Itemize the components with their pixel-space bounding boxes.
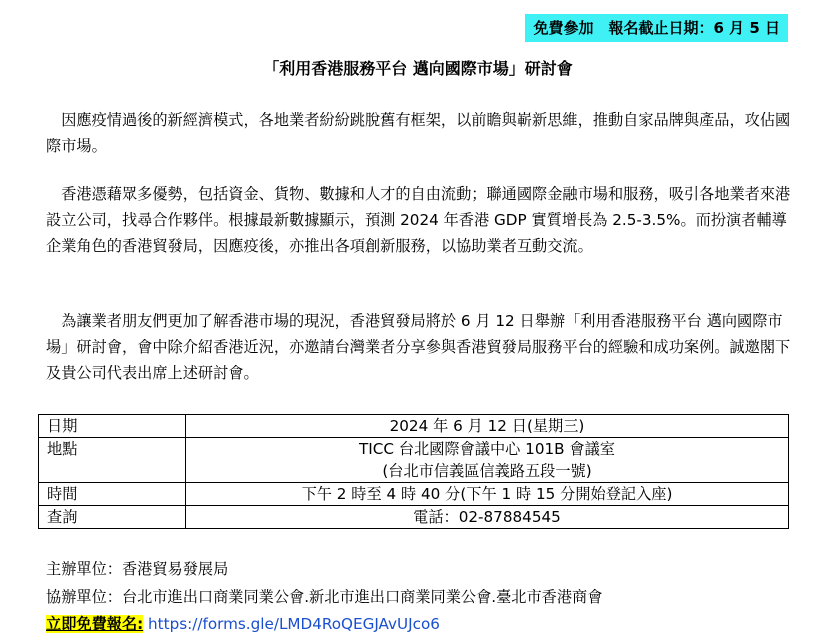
- place-label: 地點: [39, 438, 186, 483]
- intro-paragraph-1: [46, 107, 791, 159]
- register-line: [46, 613, 440, 634]
- inquiry-label: 查詢: [39, 506, 186, 529]
- seminar-title: 「利用香港服務平台 邁向國際市場」研討會: [263, 59, 573, 78]
- register-label: 立即免費報名:: [46, 615, 144, 633]
- co-organizer-line: 協辦單位：台北市進出口商業同業公會.新北市進出口商業同業公會.臺北市香港商會: [46, 588, 603, 606]
- event-info-table: [38, 414, 789, 529]
- table-row-date: [39, 415, 789, 438]
- organizer-line: 主辦單位：香港貿易發展局: [46, 560, 229, 578]
- register-link[interactable]: https://forms.gle/LMD4RoQEGJAvUJco6: [148, 615, 440, 633]
- time-label: 時間: [39, 483, 186, 506]
- intro-paragraph-1-text: 因應疫情過後的新經濟模式，各地業者紛紛跳脫舊有框架，以前瞻與嶄新思維，推動自家品牌與產品，攻佔國際市場。: [46, 111, 791, 155]
- free-deadline-badge: 免費參加 報名截止日期：6 月 5 日: [525, 14, 788, 42]
- date-label: 日期: [39, 415, 186, 438]
- place-venue: TICC 台北國際會議中心 101B 會議室: [359, 440, 615, 458]
- table-row-inquiry: [39, 506, 789, 529]
- date-value: 2024 年 6 月 12 日(星期三): [186, 415, 789, 438]
- table-row-place: [39, 438, 789, 483]
- time-value: 下午 2 時至 4 時 40 分(下午 1 時 15 分開始登記入座): [186, 483, 789, 506]
- intro-paragraph-2: [46, 181, 791, 259]
- place-value: [186, 438, 789, 483]
- inquiry-value: 電話：02-87884545: [186, 506, 789, 529]
- table-row-time: [39, 483, 789, 506]
- place-address: (台北市信義區信義路五段一號): [382, 462, 592, 480]
- intro-paragraph-2-text: 香港憑藉眾多優勢，包括資金、貨物、數據和人才的自由流動；聯通國際金融市場和服務，吸引各地業者來港設立公司，找尋合作夥伴。根據最新數據顯示，預測 2024 年香港 GDP 實質增長為 2.5-3.5%。而扮演者輔導企業角色的香港貿發局，因應疫後，亦推出各項創新服務，以協助業者互動交流。: [46, 185, 791, 255]
- intro-paragraph-3: [46, 308, 791, 386]
- intro-paragraph-3-text: 為讓業者朋友們更加了解香港市場的現況，香港貿發局將於 6 月 12 日舉辦「利用香港服務平台 邁向國際市場」研討會，會中除介紹香港近況，亦邀請台灣業者分享參與香港貿發局服務平台的經驗和成功案例。誠邀閣下及貴公司代表出席上述研討會。: [46, 312, 791, 382]
